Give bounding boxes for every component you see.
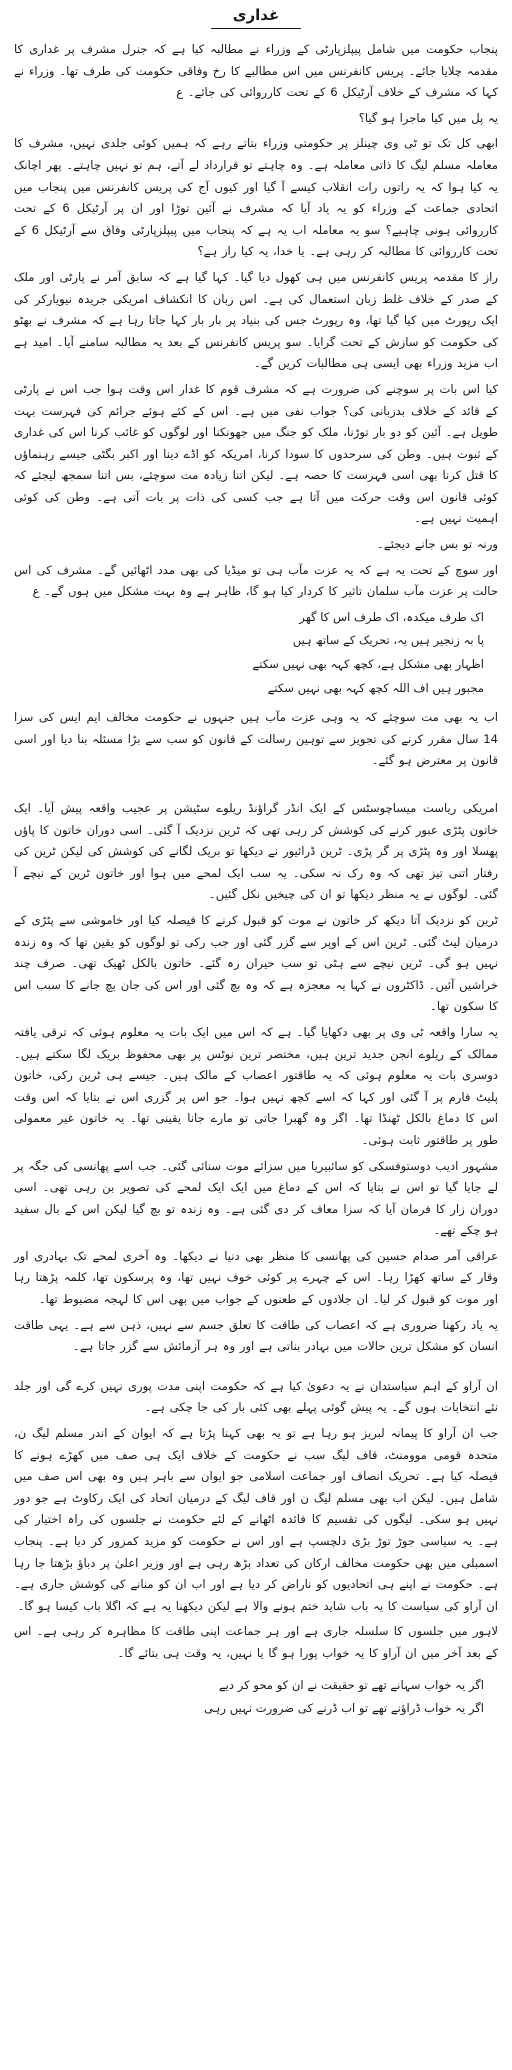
paragraph-7: اور سوچ کے تحت یہ ہے کہ یہ عزت مآب ہی تو میڈیا کی بھی مدد اٹھائیں گے۔ مشرف کی اس حالت پر عزت مآب سلمان تاثیر کا کردار کیا ہو گا، ظاہر ہے وہ بہت مشکل میں ہوں گے۔ ع <box>14 562 498 599</box>
paragraph-2: یہ پل میں کیا ماجرا ہو گیا؟ <box>358 110 498 125</box>
paragraph-8: اب یہ بھی مت سوچئے کہ یہ وہی عزت مآب ہیں جنہوں نے حکومت مخالف ایم ایس کی سزا 14 سال مقرر کرنے کی تجویز سے توہین رسالت کے قانون کو سب سے بڑا مسئلہ بنا دیا اور اسی قانون پر معترض ہو گئے۔ <box>14 710 498 768</box>
closing-verse-1: اگر یہ خواب سہانے تھے تو حقیقت نے ان کو محو کر دیے <box>218 1677 484 1692</box>
verse-line-3: اظہار بھی مشکل ہے، کچھ کہہ بھی نہیں سکتے <box>252 657 484 672</box>
verse-line-2: پا بہ زنجیر ہیں یہ، تحریک کے ساتھ ہیں <box>292 633 484 648</box>
paragraph-11: یہ سارا واقعہ ٹی وی پر بھی دکھایا گیا۔ ہے کہ اس میں ایک بات یہ معلوم ہوئی کہ ترقی یافتہ ممالک کے ریلوے انجن جدید ترین ہیں، مختصر ترین نوٹس پر بھی محفوظ بریک لگا سکتے ہیں۔ دوسری بات یہ معلوم ہوئی کہ یہ طاقتور اعصاب کے مالک ہیں۔ جیسے ہی ٹرین رکی، خاتون پلیٹ فارم پر آ گئی اور کہا کہ اسے کچھ نہیں ہوا۔ جو اس پر گزری اس نے بتایا کہ اس وقت اس کا دماغ بالکل ٹھنڈا تھا۔ اگر وہ گھبرا جاتی تو مارے جانا یقینی تھا۔ یہ خاتون غیر معمولی طور پر طاقتور ثابت ہوئی۔ <box>14 1024 498 1147</box>
paragraph-17: لاہور میں جلسوں کا سلسلہ جاری ہے اور ہر جماعت اپنی طاقت کا مظاہرہ کر رہی ہے۔ اس کے بعد آخر میں ان آراو کا یہ خواب پورا ہو گا یا نہیں، یہ وقت ہی بتائے گا۔ <box>14 1624 498 1660</box>
paragraph-10: ٹرین کو نزدیک آتا دیکھ کر خاتون نے موت کو قبول کرنے کا فیصلہ کیا اور خاموشی سے پٹڑی کے درمیان لیٹ گئی۔ ٹرین اس کے اوپر سے گزر گئی اور جب رکی تو لوگوں کو یقین تھا کہ وہ زندہ نہیں ہو گی۔ ٹرین نیچے سے ہٹی تو سب حیران رہ گئے۔ خاتون بالکل ٹھیک تھی۔ صرف چند خراشیں آئیں۔ ڈاکٹروں نے کہا یہ معجزہ ہے کہ وہ بچ گئی اور اس کی جان بچ جانے کا سبب اس کا سکون تھا۔ <box>14 912 498 1014</box>
paragraph-4: راز کا مقدمہ پریس کانفرنس میں ہی کھول دیا گیا۔ کہا گیا ہے کہ سابق آمر نے پارٹی اور ملک کے صدر کے خلاف غلط زبان استعمال کی ہے۔ اس زبان کا انکشاف امریکی جریدہ نیویارکر کی ایک رپورٹ میں کیا گیا تھا، وہ رپورٹ جس کی بنیاد پر بار بار کہا جاتا رہا ہے کہ مشرف نے بھٹو کی حکومت کو سازش کے تحت گرایا۔ سو پریس کانفرنس کے بعد یہ مطالبہ سامنے آیا۔ امید ہے اب مزید وزراء بھی ایسی ہی مطالبات کریں گے۔ <box>14 269 498 371</box>
paragraph-9: امریکی ریاست میساچوسٹس کے ایک انڈر گراؤنڈ ریلوے سٹیشن پر عجیب واقعہ پیش آیا۔ ایک خاتون پٹڑی عبور کرنے کی کوشش کر رہی تھی کہ ٹرین نزدیک آ گئی۔ اسی دوران خاتون کا پاؤں پھسلا اور وہ پٹڑی پر گر پڑی۔ ٹرین ڈرائیور نے دیکھا تو بریک لگانے کی کوشش کی لیکن ٹرین کی رفتار اتنی تیز تھی کہ وہ رک نہ سکی۔ یہ سب ایک لمحے میں ہوا اور خاتون ٹرین کے نیچے آ گئی۔ لوگوں نے یہ منظر دیکھا تو ان کی چیخیں نکل گئیں۔ <box>14 801 498 902</box>
paragraph-13: عراقی آمر صدام حسین کی پھانسی کا منظر بھی دنیا نے دیکھا۔ وہ آخری لمحے تک بہادری اور وقار کے ساتھ کھڑا رہا۔ اس کے چہرے پر کوئی خوف نہیں تھا، وہ پرسکون تھا، کلمہ پڑھتا رہا اور موت کو قبول کر لیا۔ ان جلادوں کے طعنوں کے جواب میں بھی اس کا لہجہ مضبوط تھا۔ <box>14 1248 498 1307</box>
closing-verse-2: اگر یہ خواب ڈراؤنے تھے تو اب ڈرنے کی ضرورت نہیں رہی <box>203 1701 484 1716</box>
paragraph-3: ابھی کل تک تو ٹی وی چینلز پر حکومتی وزراء بتاتے رہے کہ ہمیں کوئی جلدی نہیں، مشرف کا معاملہ مسلم لیگ کا ذاتی معاملہ ہے۔ وہ چاہتے تو قرارداد لے آتے، ہم تو نہیں چاہتے۔ پھر اچانک یہ کیا ہوا کہ یہ راتوں رات انقلاب کیسے آ گیا اور کیوں آج کی پریس کانفرنس میں پنجاب میں اتحادی جماعت کے وزراء کو یہ یاد آیا کہ مشرف نے آئین توڑا اور ان پر آرٹیکل 6 کے تحت کارروائی ہونی چاہیے؟ سو یہ معاملہ اب یہ ہے کہ پنجاب میں پیپلزپارٹی وفاق سے آرٹیکل 6 کے تحت کارروائی کا مطالبہ کر رہی ہے۔ یا خدا، یہ کیا راز ہے؟ <box>14 136 499 259</box>
paragraph-15: ان آراو کے اہم سیاستدان نے یہ دعویٰ کیا ہے کہ حکومت اپنی مدت پوری نہیں کرے گی اور جلد نئے انتخابات ہوں گے۔ یہ پیش گوئی پہلے بھی کئی بار کی جا چکی ہے۔ <box>14 1378 498 1415</box>
paragraph-16: جب ان آراو کا پیمانہ لبریز ہو رہا ہے تو یہ بھی کہنا پڑتا ہے کہ ایوان کے اندر مسلم لیگ ن، متحدہ قومی موومنٹ، قاف لیگ سب نے حکومت کے خلاف ایک ہی صف میں کھڑے ہونے کا فیصلہ کیا ہے۔ تحریک انصاف اور جماعت اسلامی جو ایوان سے باہر ہیں وہ بھی اس صف میں شامل ہیں۔ لیکن اب بھی مسلم لیگ ن اور قاف لیگ کے درمیان اتحاد کی ایک رکاوٹ ہے جو دور نہیں ہو سکی۔ لیگوں کی تقسیم کا فائدہ اٹھانے کے لئے حکومت نے جلسوں کی راہ اختیار کی ہے۔ یہ سیاسی جوڑ توڑ بڑی دلچسپ ہے اور اس نے حکومت کو مزید کمزور کر دیا ہے۔ پنجاب اسمبلی میں بھی حکومت مخالف ارکان کی تعداد بڑھ رہی ہے اور وزیر اعلیٰ پر دباؤ بڑھتا جا رہا ہے۔ حکومت نے اپنے ہی اتحادیوں کو ناراض کر دیا ہے اور اب ان کو منانے کی کوشش جاری ہے۔ ان آراو کی سیاست کا یہ باب شاید ختم ہونے والا ہے لیکن دیکھنا یہ ہے کہ اگلا باب کیسا ہو گا۔ <box>14 1426 498 1613</box>
paragraph-6: ورنہ تو بس جانے دیجئے۔ <box>377 537 498 552</box>
paragraph-5: کیا اس بات پر سوچنے کی ضرورت ہے کہ مشرف قوم کا غدار اس وقت ہوا جب اس نے پارٹی کے قائد کے خلاف بدزبانی کی؟ جواب نفی میں ہے۔ اس کے کئے ہوئے جرائم کی فہرست بہت طویل ہے۔ آئین کو دو بار توڑنا، ملک کو جنگ میں جھونکنا اور لوگوں کو غائب کرنا اس کی غداری کے ثبوت ہیں۔ وطن کی سرحدوں کا سودا کرنا، امریکہ کو اڈے دینا اور اکبر بگٹی جیسے رہنماؤں کا قتل کرنا بھی اسی فہرست کا حصہ ہے۔ لیکن اتنا زیادہ مت سوچئے، بس اتنا سمجھ لیجئے کہ کوئی قانون اس وقت حرکت میں آتا ہے جب کسی کی ذات پر بات آتی ہے۔ وطن کی کوئی اہمیت نہیں ہے۔ <box>14 381 498 526</box>
article-title: غداری <box>211 6 301 29</box>
verse-line-1: اک طرف میکدہ، اک طرف اس کا گھر <box>299 609 484 624</box>
paragraph-12: مشہور ادیب دوستوفسکی کو سائبیریا میں سزائے موت سنائی گئی۔ جب اسے پھانسی کی جگہ پر لے جایا گیا تو اس نے بتایا کہ اس کے دماغ میں ایک ایک لمحے کی تصویر بن رہی تھی۔ اسی دوران زار کا فرمان آیا کہ سزا معاف کر دی گئی ہے۔ وہ زندہ تو بچ گیا لیکن اس کے بال سفید ہو چکے تھے۔ <box>14 1158 498 1238</box>
paragraph-14: یہ یاد رکھنا ضروری ہے کہ اعصاب کی طاقت کا تعلق جسم سے نہیں، ذہن سے ہے۔ یہی طاقت انسان کو مشکل ترین حالات میں بہادر بناتی ہے اور وہ ہر آزمائش سے گزر جاتا ہے۔ <box>14 1317 498 1354</box>
paragraph-1: پنجاب حکومت میں شامل پیپلزپارٹی کے وزراء نے مطالبہ کیا ہے کہ جنرل مشرف پر غداری کا مقدمہ چلایا جائے۔ پریس کانفرنس میں اس مطالبے کا رخ وفاقی حکومت کی طرف تھا۔ وزراء نے کہا کہ مشرف کے خلاف آرٹیکل 6 کے تحت کارروائی کی جائے۔ ع <box>14 42 498 100</box>
verse-line-4: مجبور ہیں اف اللہ کچھ کہہ بھی نہیں سکتے <box>267 680 484 695</box>
